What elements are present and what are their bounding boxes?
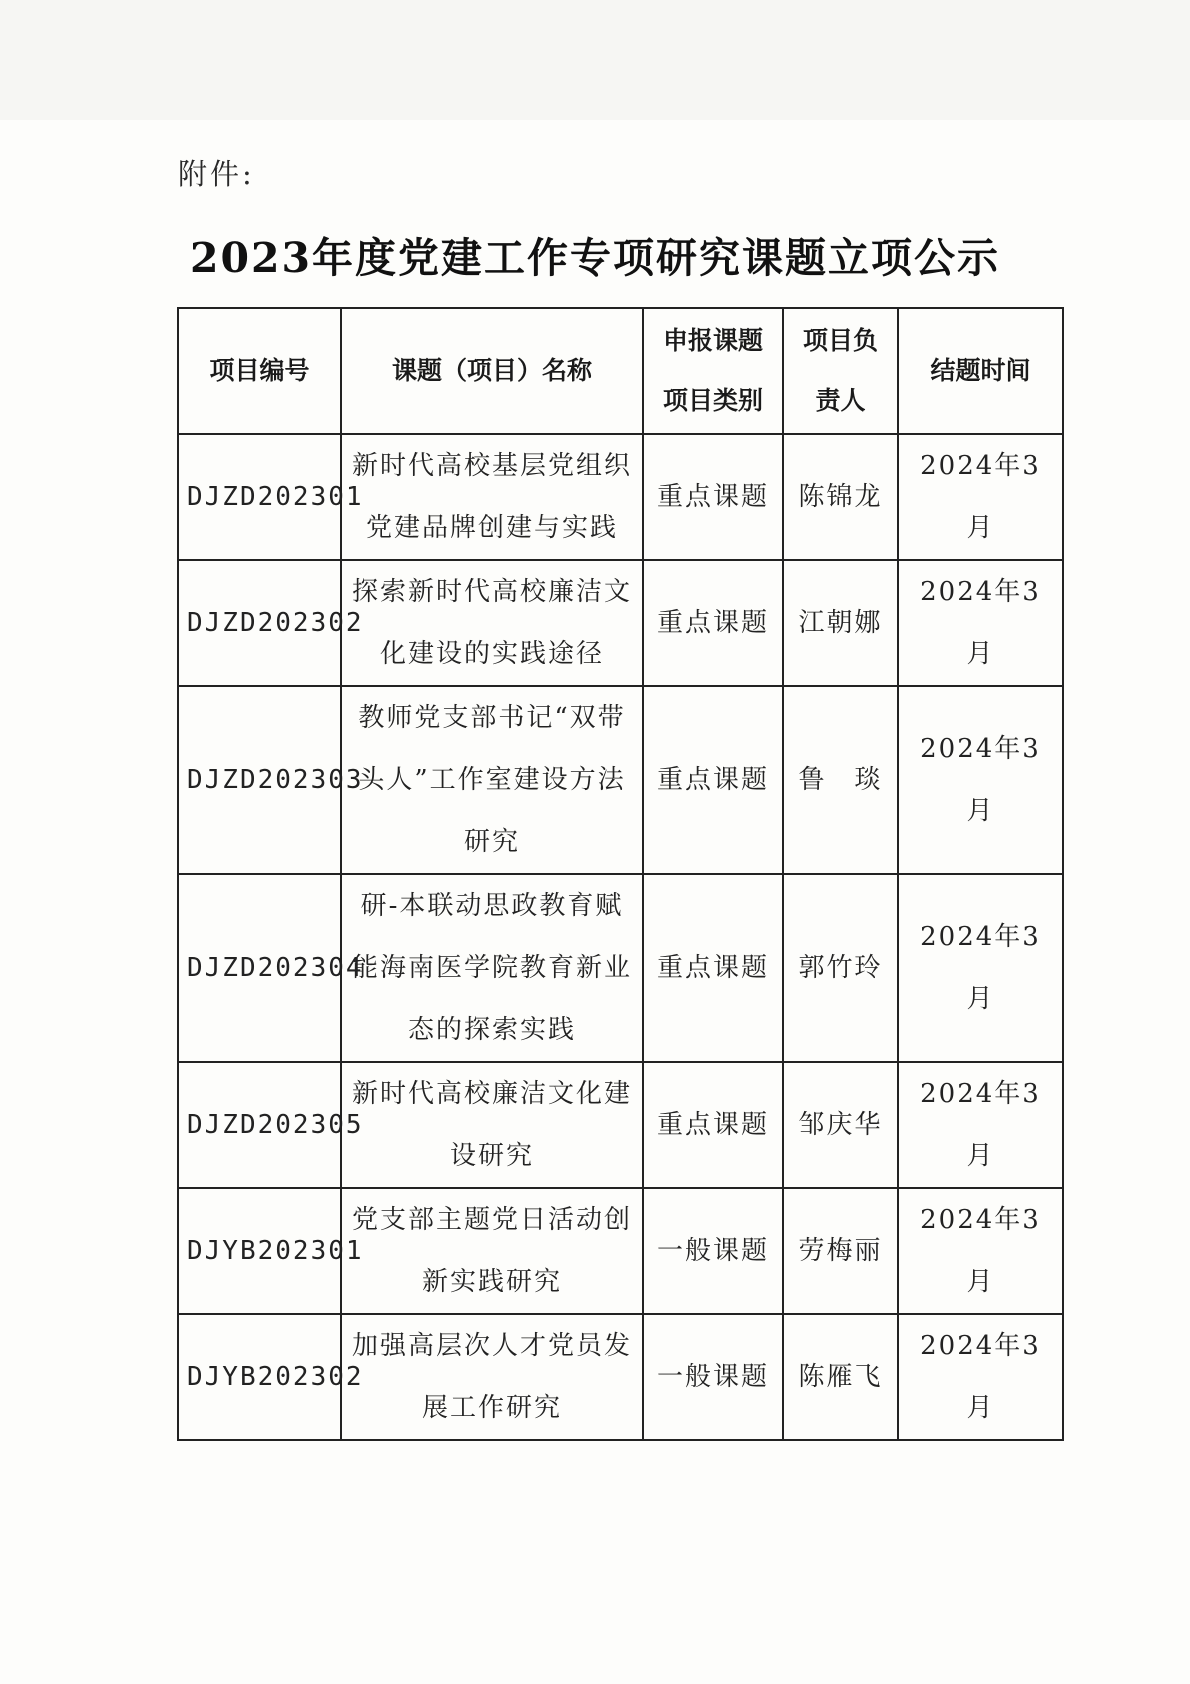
project-leader: 江朝娜 <box>783 560 898 686</box>
header-project-category: 申报课题项目类别 <box>643 308 783 434</box>
table-row <box>178 1062 1063 1188</box>
project-name: 教师党支部书记“双带头人”工作室建设方法研究 <box>341 686 643 874</box>
project-name: 探索新时代高校廉洁文化建设的实践途径 <box>341 560 643 686</box>
project-category: 重点课题 <box>643 686 783 874</box>
project-code: DJZD202302 <box>178 560 341 686</box>
table-row <box>178 1188 1063 1314</box>
document-title: 2023年度党建工作专项研究课题立项公示 <box>189 234 1001 282</box>
project-deadline: 2024年3月 <box>898 560 1063 686</box>
project-leader: 陈锦龙 <box>783 434 898 560</box>
project-code: DJZD202305 <box>178 1062 341 1188</box>
project-deadline: 2024年3月 <box>898 434 1063 560</box>
project-leader: 鲁 琰 <box>783 686 898 874</box>
project-name: 新时代高校廉洁文化建设研究 <box>341 1062 643 1188</box>
project-deadline: 2024年3月 <box>898 1062 1063 1188</box>
project-category: 重点课题 <box>643 874 783 1062</box>
project-code: DJZD202301 <box>178 434 341 560</box>
project-name: 研-本联动思政教育赋能海南医学院教育新业态的探索实践 <box>341 874 643 1062</box>
project-deadline: 2024年3月 <box>898 1188 1063 1314</box>
project-category: 重点课题 <box>643 560 783 686</box>
project-deadline: 2024年3月 <box>898 1314 1063 1440</box>
project-code: DJZD202304 <box>178 874 341 1062</box>
project-name: 党支部主题党日活动创新实践研究 <box>341 1188 643 1314</box>
table-row <box>178 434 1063 560</box>
project-code: DJZD202303 <box>178 686 341 874</box>
table-row <box>178 1314 1063 1440</box>
project-category: 重点课题 <box>643 434 783 560</box>
header-project-code: 项目编号 <box>178 308 341 434</box>
page-top-band <box>0 0 1190 120</box>
attachment-label: 附件: <box>178 157 255 191</box>
table-row <box>178 874 1063 1062</box>
header-project-leader: 项目负责人 <box>783 308 898 434</box>
project-deadline: 2024年3月 <box>898 686 1063 874</box>
project-leader: 邹庆华 <box>783 1062 898 1188</box>
project-leader: 郭竹玲 <box>783 874 898 1062</box>
project-category: 一般课题 <box>643 1188 783 1314</box>
project-table <box>177 307 1064 1441</box>
project-code: DJYB202301 <box>178 1188 341 1314</box>
table-row <box>178 560 1063 686</box>
project-category: 一般课题 <box>643 1314 783 1440</box>
project-leader: 陈雁飞 <box>783 1314 898 1440</box>
project-name: 加强高层次人才党员发展工作研究 <box>341 1314 643 1440</box>
project-leader: 劳梅丽 <box>783 1188 898 1314</box>
header-project-name: 课题（项目）名称 <box>341 308 643 434</box>
table-row <box>178 686 1063 874</box>
project-deadline: 2024年3月 <box>898 874 1063 1062</box>
project-name: 新时代高校基层党组织党建品牌创建与实践 <box>341 434 643 560</box>
project-category: 重点课题 <box>643 1062 783 1188</box>
table-header-row <box>178 308 1063 434</box>
header-deadline: 结题时间 <box>898 308 1063 434</box>
project-code: DJYB202302 <box>178 1314 341 1440</box>
